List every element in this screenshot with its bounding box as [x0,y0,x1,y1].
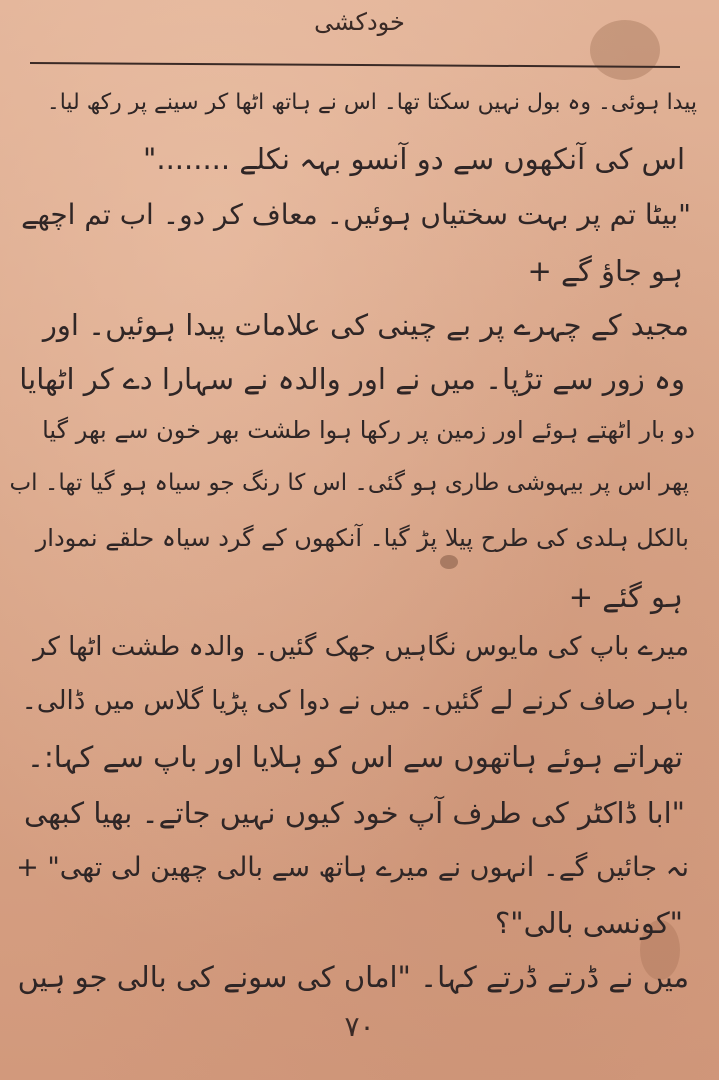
text-line: دو بار اٹھتے ہوئے اور زمین پر رکھا ہوا طشت بھر خون سے بھر گیا [42,416,695,444]
page-title: خودکشی [314,8,405,36]
text-line: پیدا ہوئی۔ وہ بول نہیں سکتا تھا۔ اس نے ہاتھ اٹھا کر سینے پر رکھ لیا۔ [46,90,697,115]
text-line: اس کی آنکھوں سے دو آنسو بہہ نکلے ........" [143,142,685,176]
text-line: میرے باپ کی مایوس نگاہیں جھک گئیں۔ والدہ طشت اٹھا کر [33,632,689,662]
text-line: ہو گئے + [568,580,683,614]
text-line: "بیٹا تم پر بہت سختیاں ہوئیں۔ معاف کر دو۔ اب تم اچھے [21,198,691,231]
text-line: ہو جاؤ گے + [527,254,683,288]
text-line: وہ زور سے تڑپا۔ میں نے اور والدہ نے سہارا دے کر اٹھایا [19,362,685,396]
text-line: باہر صاف کرنے لے گئیں۔ میں نے دوا کی پڑیا گلاس میں ڈالی۔ [21,686,689,716]
text-line: مجید کے چہرے پر بے چینی کی علامات پیدا ہوئیں۔ اور [42,308,689,342]
text-line: بالکل ہلدی کی طرح پیلا پڑ گیا۔ آنکھوں کے گرد سیاہ حلقے نمودار [35,524,689,552]
text-line: "ابا ڈاکٹر کی طرف آپ خود کیوں نہیں جاتے۔ بھیا کبھی [24,796,685,830]
text-line: تھراتے ہوئے ہاتھوں سے اس کو ہلایا اور باپ سے کہا:۔ [26,740,683,774]
header-rule [30,62,680,68]
text-line: "کونسی بالی"؟ [494,906,683,940]
page-number: ۷۰ [344,1010,375,1043]
text-line: پھر اس پر بیہوشی طاری ہو گئی۔ اس کا رنگ جو سیاہ ہو گیا تھا۔ اب [9,470,689,496]
page-stain [440,555,458,569]
text-line: میں نے ڈرتے ڈرتے کہا۔ "اماں کی سونے کی بالی جو ہیں [17,960,689,994]
text-line: نہ جائیں گے۔ انہوں نے میرے ہاتھ سے بالی چھین لی تھی" + [16,852,689,883]
